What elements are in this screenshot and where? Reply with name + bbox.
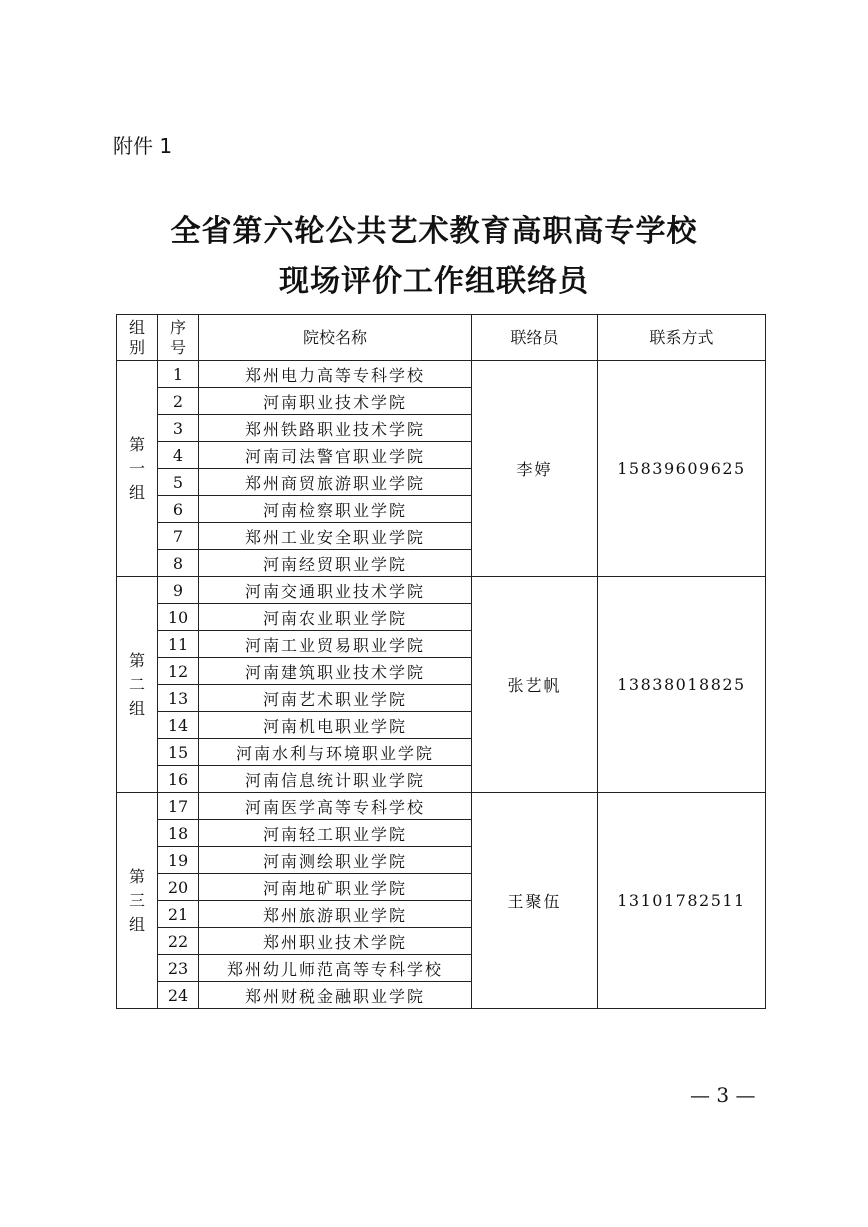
school-name-cell: 河南艺术职业学院 — [199, 685, 472, 712]
school-name-cell: 郑州旅游职业学院 — [199, 901, 472, 928]
attachment-label: 附件 1 — [113, 134, 173, 158]
school-name-cell: 河南农业职业学院 — [199, 604, 472, 631]
seq-cell: 9 — [158, 577, 199, 604]
school-name-cell: 河南医学高等专科学校 — [199, 793, 472, 820]
header-contact: 联络员 — [472, 315, 598, 361]
header-seq: 序号 — [158, 315, 199, 361]
seq-cell: 20 — [158, 874, 199, 901]
seq-cell: 15 — [158, 739, 199, 766]
contact-person-cell: 李婷 — [472, 361, 598, 577]
seq-cell: 22 — [158, 928, 199, 955]
school-name-cell: 河南工业贸易职业学院 — [199, 631, 472, 658]
school-name-cell: 河南信息统计职业学院 — [199, 766, 472, 793]
seq-cell: 1 — [158, 361, 199, 388]
seq-cell: 21 — [158, 901, 199, 928]
seq-cell: 24 — [158, 982, 199, 1009]
contact-person-cell: 张艺帆 — [472, 577, 598, 793]
school-name-cell: 河南建筑职业技术学院 — [199, 658, 472, 685]
group-label: 第三组 — [117, 793, 158, 1009]
seq-cell: 13 — [158, 685, 199, 712]
school-name-cell: 河南水利与环境职业学院 — [199, 739, 472, 766]
table-row — [117, 793, 766, 820]
table-row — [117, 361, 766, 388]
seq-cell: 12 — [158, 658, 199, 685]
school-name-cell: 郑州商贸旅游职业学院 — [199, 469, 472, 496]
school-name-cell: 河南司法警官职业学院 — [199, 442, 472, 469]
liaison-table — [116, 314, 766, 1009]
school-name-cell: 郑州电力高等专科学校 — [199, 361, 472, 388]
school-name-cell: 河南地矿职业学院 — [199, 874, 472, 901]
school-name-cell: 河南检察职业学院 — [199, 496, 472, 523]
table-body — [117, 361, 766, 1009]
phone-cell: 15839609625 — [598, 361, 766, 577]
seq-cell: 17 — [158, 793, 199, 820]
school-name-cell: 郑州幼儿师范高等专科学校 — [199, 955, 472, 982]
seq-cell: 19 — [158, 847, 199, 874]
header-group: 组别 — [117, 315, 158, 361]
seq-cell: 3 — [158, 415, 199, 442]
school-name-cell: 郑州铁路职业技术学院 — [199, 415, 472, 442]
school-name-cell: 河南职业技术学院 — [199, 388, 472, 415]
school-name-cell: 郑州职业技术学院 — [199, 928, 472, 955]
group-label: 第一组 — [117, 361, 158, 577]
table-row — [117, 577, 766, 604]
header-school: 院校名称 — [199, 315, 472, 361]
seq-cell: 10 — [158, 604, 199, 631]
seq-cell: 23 — [158, 955, 199, 982]
phone-cell: 13101782511 — [598, 793, 766, 1009]
seq-cell: 8 — [158, 550, 199, 577]
school-name-cell: 郑州财税金融职业学院 — [199, 982, 472, 1009]
seq-cell: 14 — [158, 712, 199, 739]
phone-cell: 13838018825 — [598, 577, 766, 793]
contact-person-cell: 王聚伍 — [472, 793, 598, 1009]
seq-cell: 18 — [158, 820, 199, 847]
seq-cell: 6 — [158, 496, 199, 523]
table-header-row — [117, 315, 766, 361]
school-name-cell: 河南轻工职业学院 — [199, 820, 472, 847]
seq-cell: 16 — [158, 766, 199, 793]
school-name-cell: 河南测绘职业学院 — [199, 847, 472, 874]
school-name-cell: 河南交通职业技术学院 — [199, 577, 472, 604]
school-name-cell: 河南机电职业学院 — [199, 712, 472, 739]
seq-cell: 2 — [158, 388, 199, 415]
seq-cell: 5 — [158, 469, 199, 496]
school-name-cell: 河南经贸职业学院 — [199, 550, 472, 577]
seq-cell: 11 — [158, 631, 199, 658]
page-number: — 3 — — [690, 1083, 756, 1107]
header-phone: 联系方式 — [598, 315, 766, 361]
seq-cell: 7 — [158, 523, 199, 550]
page-title-line1: 全省第六轮公共艺术教育高职高专学校 — [170, 214, 698, 249]
group-label: 第二组 — [117, 577, 158, 793]
page-title-line2: 现场评价工作组联络员 — [279, 264, 589, 299]
seq-cell: 4 — [158, 442, 199, 469]
school-name-cell: 郑州工业安全职业学院 — [199, 523, 472, 550]
